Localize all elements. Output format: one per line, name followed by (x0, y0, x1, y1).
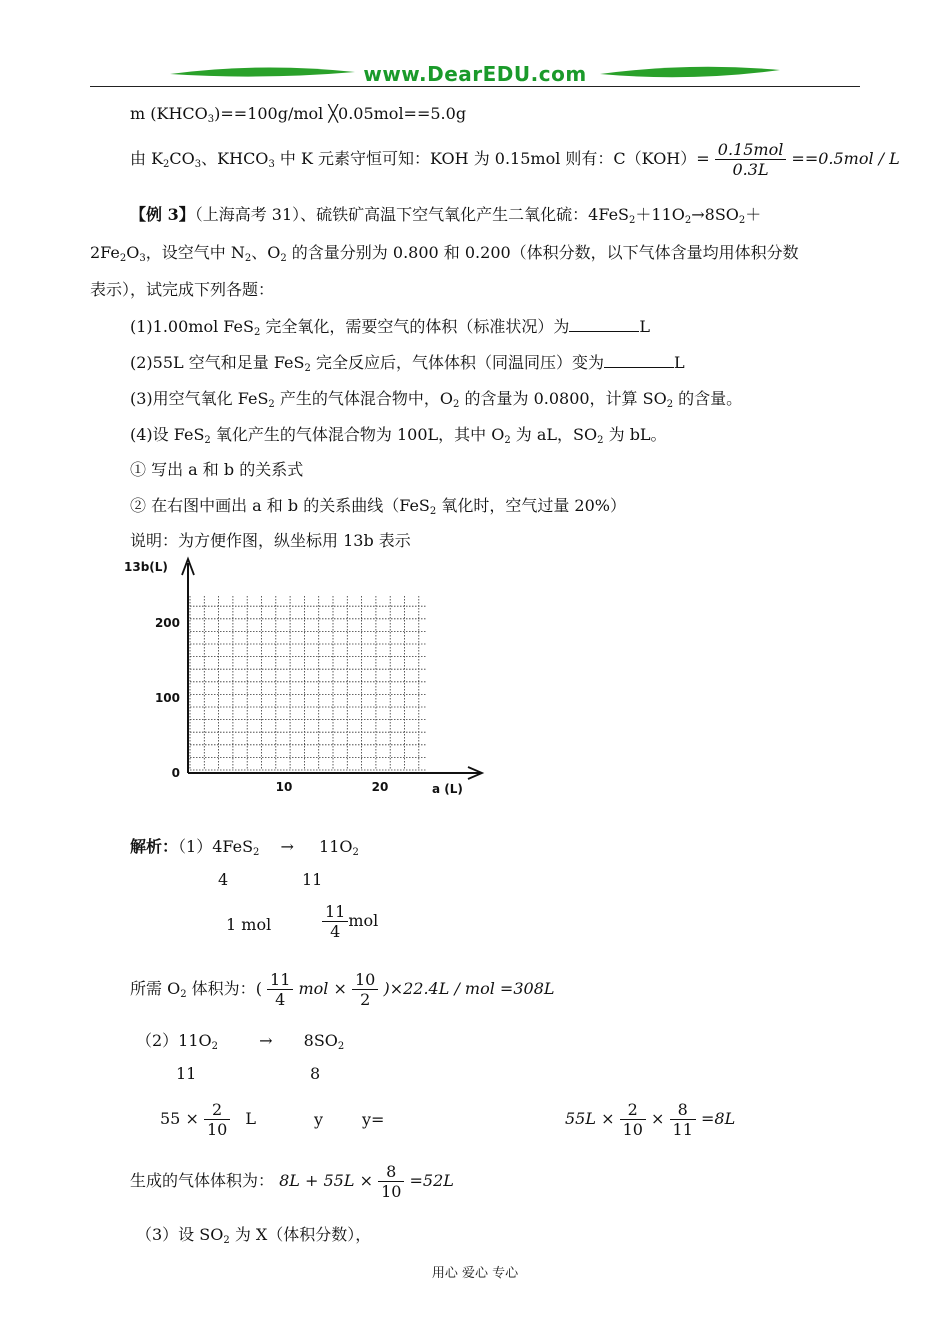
question-1: (1)1.00mol FeS$_2$ 完全氧化，需要空气的体积（标准状况）为 L (130, 317, 651, 338)
analysis-55-air: 55 × $\frac{2}{10}$ L (160, 1100, 257, 1139)
question-4: (4)设 FeS$_2$ 氧化产生的气体混合物为 100L，其中 $O_2$ 为 aL，$SO_2$ 为 bL。 (130, 425, 667, 446)
question-3: (3)用空气氧化 FeS$_2$ 产生的气体混合物中，$O_2$ 的含量为 0.0800，计算 $SO_2$ 的含量。 (130, 389, 743, 410)
header-rule (90, 86, 860, 87)
analysis-step-2: $(2)11O_2 \to 8SO_2$ (136, 1031, 345, 1052)
analysis-y-eq: y= (362, 1110, 385, 1129)
y-tick-label: 0 (171, 766, 180, 780)
analysis-step-3: （3）设 $SO_2$ 为 X（体积分数）， (136, 1225, 372, 1246)
fraction-koh: $\frac{\text{0.15mol}}{0.3L}$ (715, 140, 787, 179)
page-footer: 用心 爱心 专心 (431, 1266, 519, 1281)
analysis-coef-11b: 11 (176, 1064, 197, 1083)
chart-x-label: a (L) (432, 782, 463, 796)
chart-y-label: 13b(L) (124, 560, 168, 574)
question-2: (2)55L 空气和足量 FeS$_2$ 完全反应后，气体体积（同温同压）变为 L (130, 353, 685, 374)
answer-blank-1[interactable] (569, 317, 639, 332)
example-intro: 【例 3】（上海高考 31）、硫铁矿高温下空气氧化产生二氧化硫：$4FeS_2+11O_2\to 8SO_2+$ (130, 205, 762, 226)
chart-grid (190, 596, 427, 770)
analysis-y-result: 55L × $\frac{2}{10}$ × $\frac{8}{11}$ =8L (565, 1100, 736, 1139)
text-line-koh-conc: 由 $K_2CO_3$、$KHCO_3$ 中 K 元素守恒可知：KOH 为 0.15mol 则有：C（KOH）= $\frac{\text{0.15mol}}{0.3L}$ ==0.5mol / L (130, 140, 900, 179)
example-intro-3: 表示），试完成下列各题： (90, 280, 275, 299)
analysis-1mol: 1 mol (226, 915, 272, 934)
analysis-gas-volume: 生成的气体体积为： 8L + 55L × $\frac{8}{10}$ =52L (130, 1162, 454, 1201)
logo-text: www.DearEDU.com (363, 62, 587, 86)
answer-blank-2[interactable] (604, 353, 674, 368)
example-intro-2: $2Fe_2O_3$，设空气中 $N_2$、$O_2$ 的含量分别为 0.800 和 0.200（体积分数，以下气体含量均用体积分数 (90, 243, 799, 264)
x-tick-label: 20 (371, 780, 389, 794)
y-tick-label: 200 (154, 616, 180, 630)
chart-x-ticks (276, 780, 389, 794)
plot-note: 说明：为方便作图，纵坐标用 13b 表示 (130, 531, 411, 550)
analysis-coef-4: 4 (218, 870, 229, 889)
x-tick-label: 10 (275, 780, 293, 794)
analysis-coef-8: 8 (310, 1064, 321, 1083)
analysis-step-1: 解析：$(1)4FeS_2 \to 11O_2$ (130, 837, 359, 858)
analysis-coef-11: 11 (302, 870, 323, 889)
analysis-y: y (314, 1110, 324, 1129)
graph-grid-chart (120, 555, 490, 805)
text-line-khco3-mass: m $(KHCO_3)==100g$/mol ╳0.05mol==5.0g (130, 104, 467, 125)
subquestion-2: ② 在右图中画出 a 和 b 的关系曲线（FeS$_2$ 氧化时，空气过量 20%） (130, 496, 626, 517)
chart-y-ticks (155, 616, 180, 780)
y-tick-label: 100 (154, 691, 180, 705)
analysis-11-4-mol: $\frac{11}{4}$ mol (322, 902, 378, 941)
subquestion-1: ① 写出 a 和 b 的关系式 (130, 460, 304, 479)
analysis-o2-volume: 所需 $O_2$ 体积为：( $\frac{11}{4}$ mol × $\frac{10}{2}$ )×22.4L / mol =308L (130, 970, 555, 1009)
